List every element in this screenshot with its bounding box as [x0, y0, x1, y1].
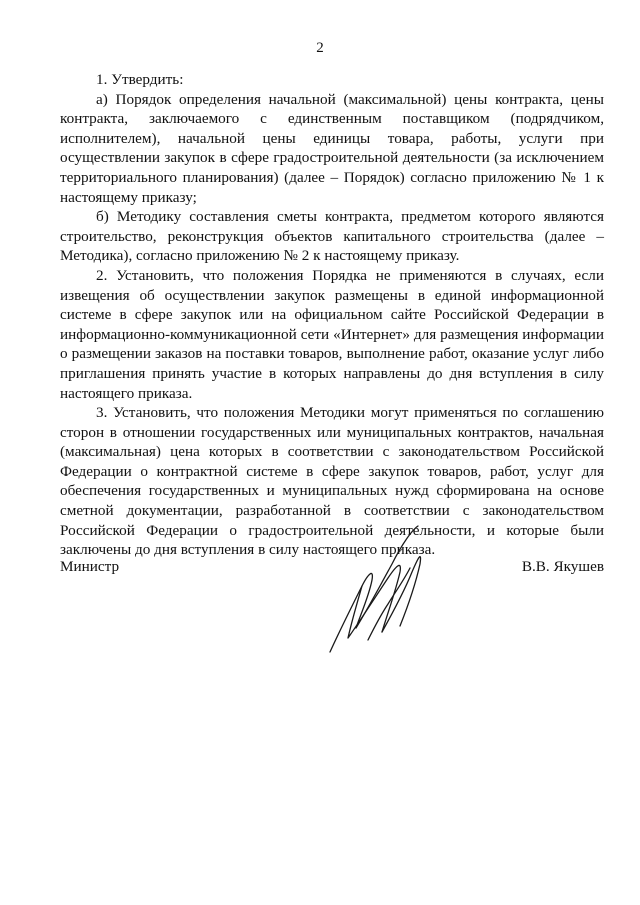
signature-stroke	[368, 568, 410, 640]
document-body	[60, 70, 604, 560]
paragraph-2: 2. Установить, что положения Порядка не применяются в случаях, если извещения об осуществлении закупок размещены в единой информационной системе в сфере закупок или на официальном сайте Российской Федерации в информационно-коммуникационной сети «Интернет» для размещения информации о размещении заказов на поставки товаров, выполнение работ, оказание услуг либо приглашения принять участие в которых направлены до дня вступления в силу настоящего приказа.	[60, 266, 604, 402]
signatory-title: Министр	[60, 558, 120, 575]
paragraph-item-b: б) Методику составления сметы контракта, предметом которого являются строительство, реконструкция объектов капитального строительства (далее – Методика), согласно приложению № 2 к настоящему приказу.	[60, 208, 604, 265]
signature-stroke	[382, 557, 421, 632]
signature-block	[60, 520, 604, 660]
paragraph-item-a: а) Порядок определения начальной (максимальной) цены контракта, цены контракта, заключаемого с единственным поставщиком (подрядчиком, исполнителем), начальной цены единицы товара, работы, услуги при осуществлении закупок в сфере градостроительной деятельности (за исключением территориального планирования) (далее – Порядок) согласно приложению № 1 к настоящему приказу;	[60, 90, 604, 206]
page-number: 2	[316, 40, 324, 56]
signatory-name: В.В. Якушев	[521, 558, 604, 575]
handwritten-signature	[322, 520, 432, 660]
paragraph-3: 3. Установить, что положения Методики могут применяться по соглашению сторон в отношении государственных или муниципальных контрактов, начальная (максимальная) цена которых в соответствии с законодательством Российской Федерации о контрактной системе в сфере закупок товаров, работ, услуг для обеспечения государственных и муниципальных нужд сформирована на основе сметной документации, разработанной в соответствии с законодательством Российской Федерации о градостроительной деятельности, и которые были заключены до дня вступления в силу настоящего приказа.	[60, 404, 604, 559]
paragraph-approve: 1. Утвердить:	[96, 71, 184, 88]
